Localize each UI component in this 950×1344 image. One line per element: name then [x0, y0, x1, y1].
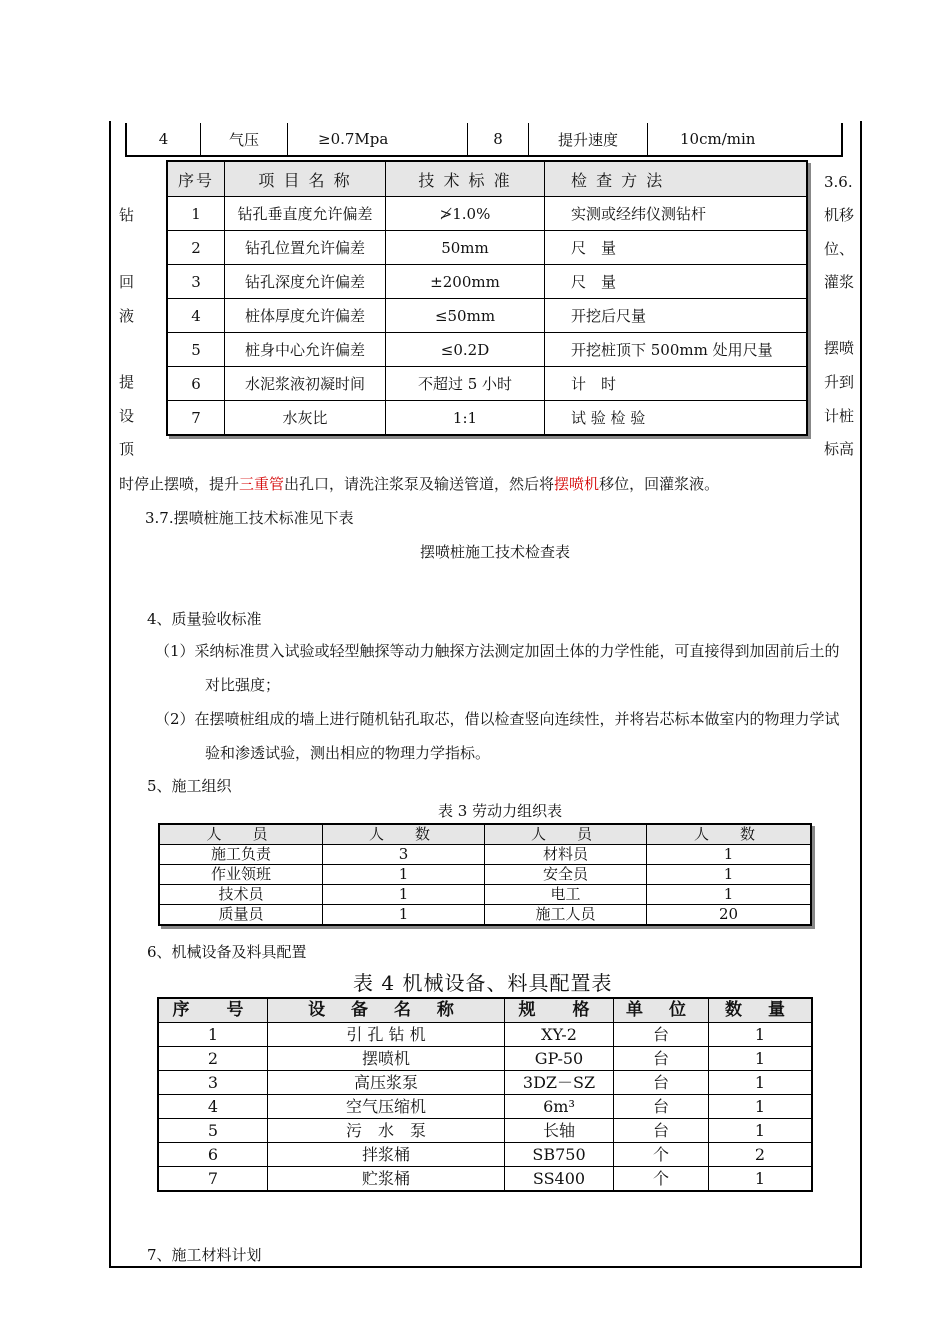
- section-7-heading: 7、施工材料计划: [147, 1246, 262, 1264]
- table-cell: 污 水 泵: [268, 1119, 505, 1143]
- table-cell: 1: [647, 885, 812, 905]
- table-cell: ≯1.0%: [386, 197, 545, 231]
- table-cell: 3DZ－SZ: [505, 1071, 614, 1095]
- table-cell: 长轴: [505, 1119, 614, 1143]
- table-row: [167, 231, 807, 265]
- table-cell: 钻孔深度允许偏差: [225, 265, 386, 299]
- side-text-right: 摆喷: [824, 339, 855, 357]
- table-cell: 1: [709, 1023, 813, 1047]
- table-cell: 实测或经纬仪测钻杆: [545, 197, 808, 231]
- table-cell: GP-50: [505, 1047, 614, 1071]
- table-cell: 1: [709, 1047, 813, 1071]
- table-cell: 台: [614, 1047, 709, 1071]
- column-header: 单 位: [614, 998, 709, 1023]
- table-cell: 水泥浆液初凝时间: [225, 367, 386, 401]
- table-cell: 不超过 5 小时: [386, 367, 545, 401]
- table-cell: 台: [614, 1071, 709, 1095]
- table-cell: 个: [614, 1167, 709, 1192]
- text-run: 出孔口，请洗注浆泵及输送管道，然后将: [284, 475, 555, 493]
- param-name: 提升速度: [529, 123, 648, 156]
- table-cell: 个: [614, 1143, 709, 1167]
- table-cell: 1: [709, 1095, 813, 1119]
- side-text-right: 机移: [824, 206, 855, 224]
- highlight-text: 摆喷机: [554, 475, 600, 493]
- table-cell: SS400: [505, 1167, 614, 1192]
- column-header: 人 数: [323, 824, 485, 845]
- table-cell: 技术员: [159, 885, 323, 905]
- table-cell: 1: [167, 197, 225, 231]
- side-text-right: 灌浆: [824, 273, 855, 291]
- section-4-item2-line2: 验和渗透试验，测出相应的物理力学指标。: [205, 744, 491, 762]
- table-cell: 5: [167, 333, 225, 367]
- table-row: [158, 1071, 812, 1095]
- section-4-item2-line1: （2）在摆喷桩组成的墙上进行随机钻孔取芯，借以检查竖向连续性，并将岩芯标本做室内的物理力学试: [155, 710, 840, 728]
- table-cell: 高压浆泵: [268, 1071, 505, 1095]
- table-cell: 台: [614, 1023, 709, 1047]
- table-cell: 1:1: [386, 401, 545, 436]
- table-cell: 5: [158, 1119, 268, 1143]
- side-text-right: 升到: [824, 373, 855, 391]
- table-cell: 贮浆桶: [268, 1167, 505, 1192]
- param-value: 10cm/min: [648, 123, 843, 156]
- table-cell: 拌浆桶: [268, 1143, 505, 1167]
- table-row: [158, 1167, 812, 1192]
- table-row: [167, 401, 807, 436]
- table-row: [159, 865, 811, 885]
- table-cell: 水灰比: [225, 401, 386, 436]
- table-cell: 1: [158, 1023, 268, 1047]
- quality-check-table: [166, 160, 808, 436]
- table-cell: 1: [323, 905, 485, 926]
- table-cell: 作业领班: [159, 865, 323, 885]
- param-index: 8: [468, 123, 529, 156]
- table-cell: 50mm: [386, 231, 545, 265]
- text-run: 时停止摆喷，提升: [119, 475, 240, 493]
- table-cell: 1: [323, 865, 485, 885]
- side-text-right: 位、: [824, 240, 855, 258]
- table-row: [167, 197, 807, 231]
- table-header-row: [167, 161, 807, 197]
- column-header: 人 数: [647, 824, 812, 845]
- table-cell: 空气压缩机: [268, 1095, 505, 1119]
- table-cell: 2: [709, 1143, 813, 1167]
- text-run: 移位，回灌浆液。: [599, 475, 720, 493]
- table-row: [158, 1023, 812, 1047]
- table-cell: 施工人员: [485, 905, 647, 926]
- labor-organization-table: [158, 823, 812, 926]
- table-cell: 3: [167, 265, 225, 299]
- table-cell: ±200mm: [386, 265, 545, 299]
- side-text-left: 提: [119, 373, 135, 391]
- table-cell: 台: [614, 1095, 709, 1119]
- table-cell: 1: [647, 865, 812, 885]
- side-text-right: 计桩: [824, 407, 855, 425]
- table-cell: 桩身中心允许偏差: [225, 333, 386, 367]
- table-cell: 开挖后尺量: [545, 299, 808, 333]
- table-row: [158, 1119, 812, 1143]
- table-cell: 4: [158, 1095, 268, 1119]
- table-cell: 3: [158, 1071, 268, 1095]
- table-cell: 质量员: [159, 905, 323, 926]
- table-row: [159, 905, 811, 926]
- table-cell: 开挖桩顶下 500mm 处用尺量: [545, 333, 808, 367]
- section-4-heading: 4、质量验收标准: [147, 610, 262, 628]
- equipment-table: [157, 997, 813, 1192]
- column-header: 检 查 方 法: [545, 161, 808, 197]
- param-value: ≥0.7Mpa: [288, 123, 468, 156]
- table-cell: 桩体厚度允许偏差: [225, 299, 386, 333]
- highlight-text: 三重管: [239, 475, 285, 493]
- section-6-heading: 6、机械设备及料具配置: [147, 943, 307, 961]
- table-row: [167, 299, 807, 333]
- table-cell: 20: [647, 905, 812, 926]
- side-text-right: 3.6.: [824, 173, 853, 191]
- table-cell: 2: [167, 231, 225, 265]
- table-cell: 1: [709, 1071, 813, 1095]
- side-text-left: 液: [119, 307, 135, 325]
- table-row: [167, 265, 807, 299]
- section-4-item1-line2: 对比强度；: [205, 676, 281, 694]
- table-cell: 6m³: [505, 1095, 614, 1119]
- table-cell: 试 验 检 验: [545, 401, 808, 436]
- table-cell: ≤0.2D: [386, 333, 545, 367]
- table-row: [158, 1047, 812, 1071]
- table-cell: 1: [647, 845, 812, 865]
- param-name: 气压: [201, 123, 288, 156]
- table-cell: 材料员: [485, 845, 647, 865]
- section-5-heading: 5、施工组织: [147, 777, 232, 795]
- column-header: 项 目 名 称: [225, 161, 386, 197]
- table-cell: 钻孔垂直度允许偏差: [225, 197, 386, 231]
- table-cell: SB750: [505, 1143, 614, 1167]
- column-header: 设 备 名 称: [268, 998, 505, 1023]
- param-index: 4: [158, 130, 169, 148]
- table-row: [159, 885, 811, 905]
- table-cell: 引 孔 钻 机: [268, 1023, 505, 1047]
- table-row: [167, 367, 807, 401]
- table-header-row: [159, 824, 811, 845]
- table-cell: 电工: [485, 885, 647, 905]
- table-row: [158, 1095, 812, 1119]
- table-row: [126, 123, 842, 156]
- table-cell: 2: [158, 1047, 268, 1071]
- table-cell: 施工负责: [159, 845, 323, 865]
- inspection-table-caption: 摆喷桩施工技术检查表: [420, 543, 571, 561]
- table-cell: ≤50mm: [386, 299, 545, 333]
- column-header: 规 格: [505, 998, 614, 1023]
- side-text-left: 顶: [119, 440, 135, 458]
- column-header: 序号: [167, 161, 225, 197]
- column-header: 人 员: [485, 824, 647, 845]
- table-cell: 4: [167, 299, 225, 333]
- section-3-7-heading: 3.7.摆喷桩施工技术标准见下表: [145, 509, 354, 527]
- table-cell: 6: [167, 367, 225, 401]
- side-text-right: 标高: [824, 440, 855, 458]
- table-cell: 计 时: [545, 367, 808, 401]
- table-cell: 尺 量: [545, 265, 808, 299]
- table-header-row: [158, 998, 812, 1023]
- table-row: [159, 845, 811, 865]
- table-cell: 台: [614, 1119, 709, 1143]
- paragraph-3-6: [119, 473, 719, 494]
- table-cell: 钻孔位置允许偏差: [225, 231, 386, 265]
- column-header: 序 号: [158, 998, 268, 1023]
- table-cell: 6: [158, 1143, 268, 1167]
- table-row: [158, 1143, 812, 1167]
- table-cell: 7: [158, 1167, 268, 1192]
- labor-table-title: 表 3 劳动力组织表: [438, 802, 563, 820]
- table-row: [167, 333, 807, 367]
- column-header: 数 量: [709, 998, 813, 1023]
- table-cell: 1: [709, 1119, 813, 1143]
- table-cell: 7: [167, 401, 225, 436]
- table-cell: 尺 量: [545, 231, 808, 265]
- side-text-left: 钻: [119, 206, 135, 224]
- table-cell: 摆喷机: [268, 1047, 505, 1071]
- table-cell: 3: [323, 845, 485, 865]
- table-cell: 1: [709, 1167, 813, 1192]
- table-cell: 1: [323, 885, 485, 905]
- spray-parameter-table: [125, 123, 843, 157]
- section-4-item1-line1: （1）采纳标准贯入试验或轻型触探等动力触探方法测定加固土体的力学性能，可直接得到加固前后土的: [155, 642, 840, 660]
- table-cell: XY-2: [505, 1023, 614, 1047]
- side-text-left: 回: [119, 273, 135, 291]
- column-header: 技 术 标 准: [386, 161, 545, 197]
- side-text-left: 设: [119, 407, 135, 425]
- equipment-table-title: 表 4 机械设备、料具配置表: [353, 971, 613, 995]
- table-cell: 安全员: [485, 865, 647, 885]
- column-header: 人 员: [159, 824, 323, 845]
